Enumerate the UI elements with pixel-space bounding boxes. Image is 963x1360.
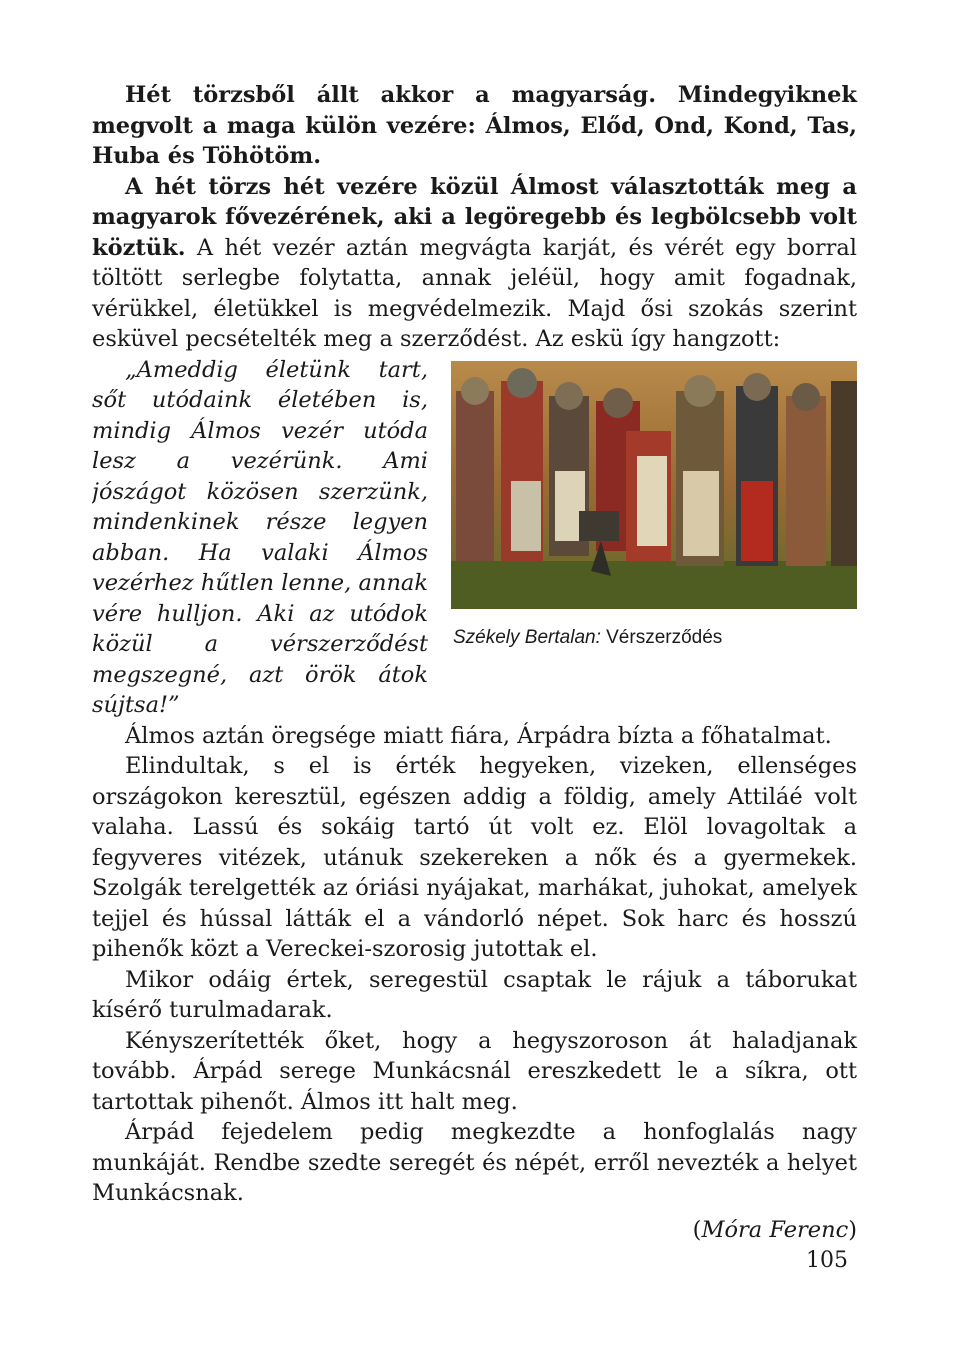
source-close: ) xyxy=(848,1216,857,1243)
source-author: Móra Ferenc xyxy=(701,1216,849,1243)
paragraph-journey: Elindultak, s el is érték hegyeken, vizeken, ellenséges országokon keresztül, egészen addig a földig, amely Attiláé volt valaha. Lassú és sokáig tartó út volt ez. Elöl lovagoltak a fegyveres vitézek, utánuk szekereken a nők és a gyermekek. Szolgák terelgették az óriási nyájakat, marhákat, juhokat, amelyek tejjel és hússal látták el a vándorló népet. Sok harc és hosszú pihenők közt a Vereckei-szorosig jutottak el. xyxy=(92,753,857,962)
paragraph-pass: Kényszerítették őket, hogy a hegyszoroson át haladjanak tovább. Árpád serege Munkácsnál ereszkedett le a síkra, ott tartottak pihenőt. Álmos itt halt meg. xyxy=(92,1027,857,1115)
oath-quote: „Ameddig életünk tart, sőt utódaink életében is, mindig Álmos vezér utóda lesz a vezérünk. Ami jószágot közösen szerzünk, mindenkinek része legyen abban. Ha valaki Álmos vezérhez hűtlen lenne, annak vére hulljon. Aki az utódok közül a vérszerződést megszegné, azt örök átok sújtsa!” xyxy=(92,356,428,718)
page-body xyxy=(92,80,857,1245)
paragraph-chief xyxy=(92,172,857,355)
oath-section xyxy=(92,355,857,721)
source-open: ( xyxy=(692,1216,702,1243)
source-attribution xyxy=(92,1215,857,1246)
caption-title: Vérszerződés xyxy=(600,626,723,648)
paragraph-chief-bold: A hét törzs hét vezére közül Álmost választották meg a magyarok fővezérének, aki a legöregebb és legbölcsebb volt köztük. xyxy=(92,173,857,261)
paragraph-conquest: Árpád fejedelem pedig megkezdte a honfoglalás nagy munkáját. Rendbe szedte seregét és népét, erről nevezték a helyet Munkácsnak. xyxy=(92,1119,857,1206)
paragraph-arpad: Álmos aztán öregsége miatt fiára, Árpádra bízta a főhatalmat. xyxy=(125,722,832,749)
paragraph-turul: Mikor odáig értek, seregestül csaptak le rájuk a táborukat kísérő turulmadarak. xyxy=(92,966,857,1023)
caption-artist: Székely Bertalan: xyxy=(453,626,601,648)
paragraph-intro: Hét törzsből állt akkor a magyarság. Mindegyiknek megvolt a maga külön vezére: Álmos, Előd, Ond, Kond, Tas, Huba és Töhötöm. xyxy=(92,82,857,169)
paragraph-chief-rest: A hét vezér aztán megvágta karját, és vérét egy borral töltött serlegbe folytatta, annak jeléül, hogy amit fogadnak, vérükkel, életükkel is megvédelmezik. Majd ősi szokás szerint esküvel pecsételték meg a szerződést. Az eskü így hangzott: xyxy=(92,234,857,352)
painting-image xyxy=(451,361,857,609)
painting-figure xyxy=(451,361,857,651)
page-number: 105 xyxy=(806,1248,848,1273)
painting-caption xyxy=(451,625,857,651)
